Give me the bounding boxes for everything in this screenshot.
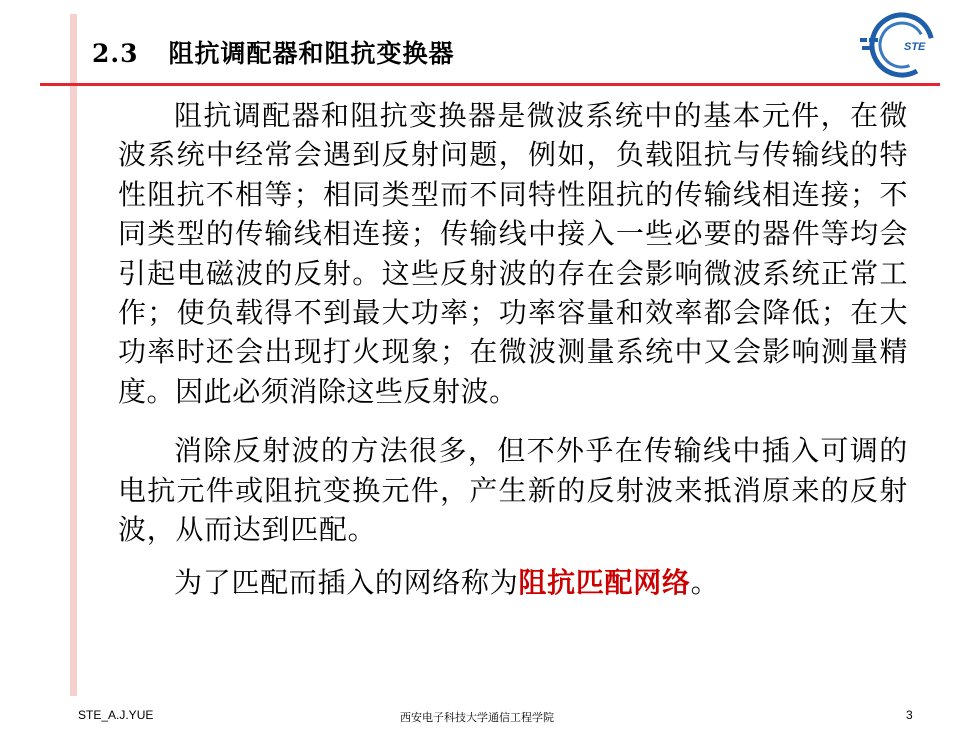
footer-institution: 西安电子科技大学通信工程学院 [400,711,554,724]
final-sentence-prefix: 为了匹配而插入的网络称为 [174,566,519,600]
final-sentence-suffix: 。 [690,566,720,600]
page-number: 3 [906,708,913,722]
paragraph-2: 消除反射波的方法很多，但不外乎在传输线中插入可调的电抗元件或阻抗变换元件，产生新的反射波来抵消原来的反射波，从而达到匹配。 [118,434,908,547]
highlighted-term: 阻抗匹配网络 [518,566,691,600]
slide-title [92,34,455,70]
title-text: 阻抗调配器和阻抗变换器 [168,39,455,68]
section-number: 2.3 [92,39,139,68]
footer-author: STE_A.J.YUE [78,708,154,722]
paragraph-1: 阻抗调配器和阻抗变换器是微波系统中的基本元件，在微波系统中经常会遇到反射问题，例如，负载阻抗与传输线的特性阻抗不相等；相同类型而不同特性阻抗的传输线相连接；不同类型的传输线相连接；传输线中接入一些必要的器件等均会引起电磁波的反射。这些反射波的存在会影响微波系统正常工作；使负载得不到最大功率；功率容量和效率都会降低；在大功率时还会出现打火现象；在微波测量系统中又会影响测量精度。因此必须消除这些反射波。 [118,99,908,408]
left-accent-bar [70,14,77,696]
logo-text: STE [904,41,926,53]
ste-logo-icon [858,8,938,82]
paragraph-3 [118,563,908,602]
slide-body [118,96,908,603]
title-underline [40,83,940,86]
